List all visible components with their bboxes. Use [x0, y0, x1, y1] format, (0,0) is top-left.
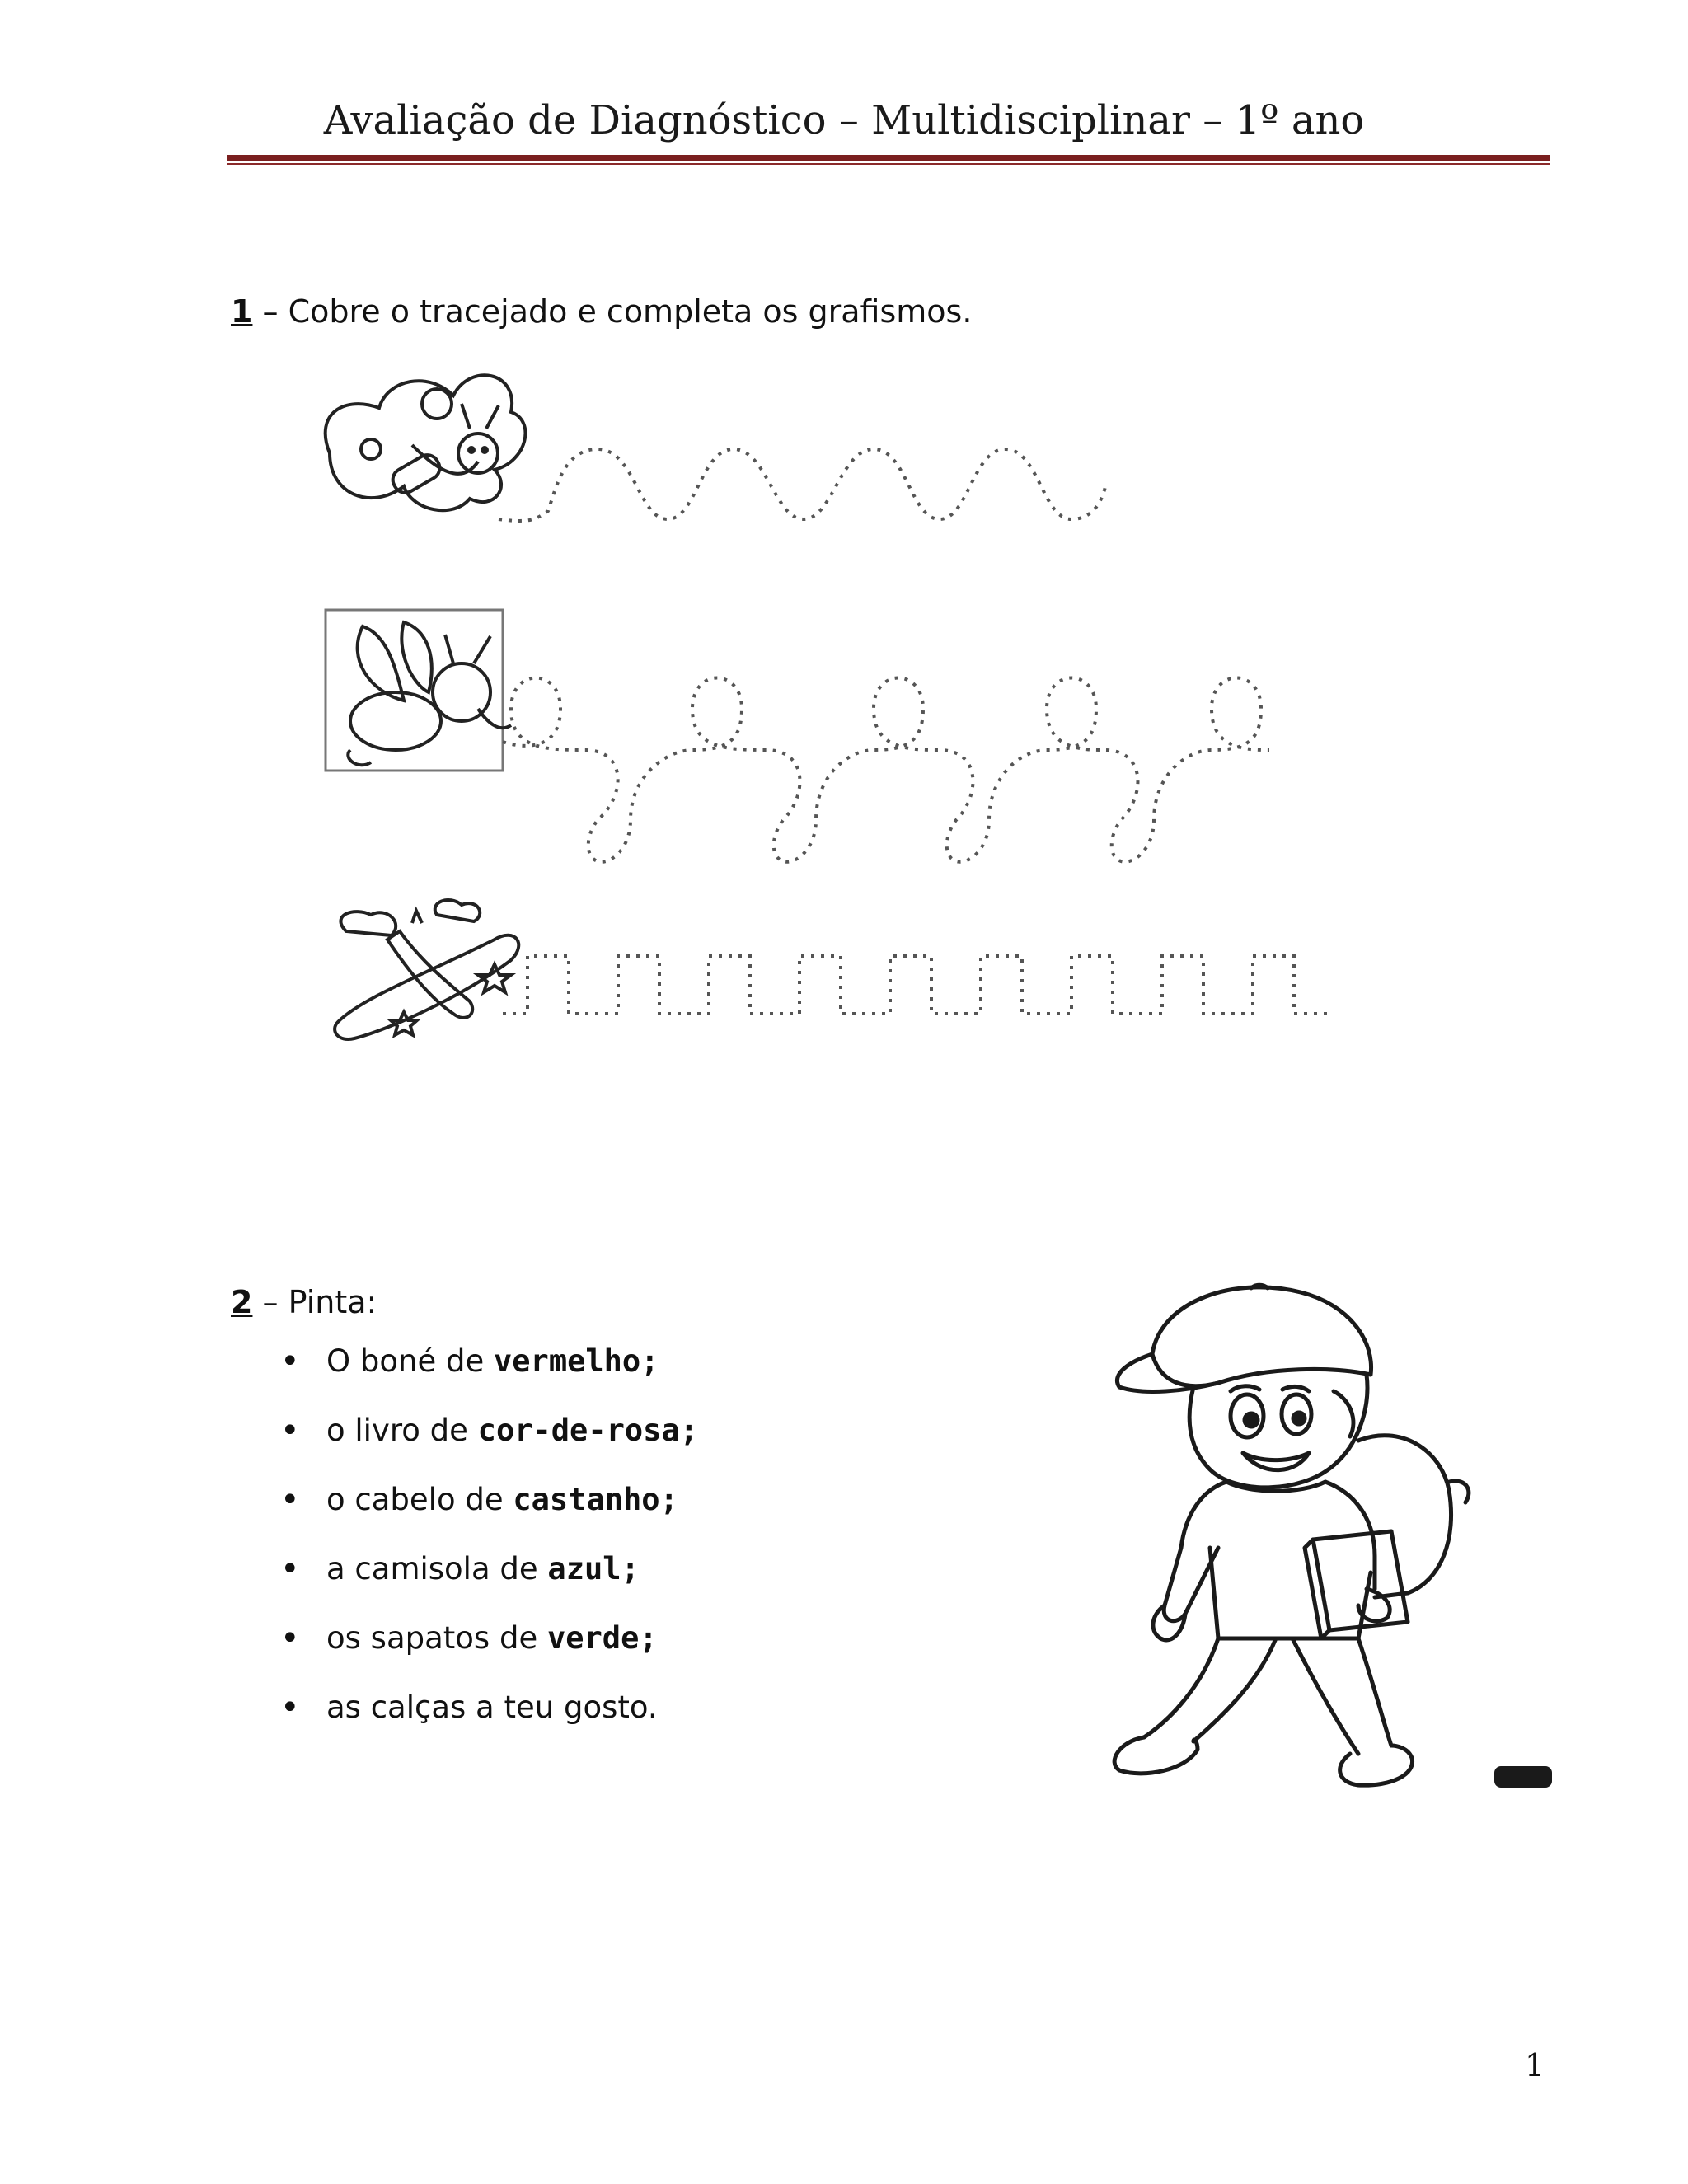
tracing-exercises	[313, 346, 1409, 1055]
schoolboy-drawing	[1086, 1276, 1556, 1803]
question-1-text: – Cobre o tracejado e completa os grafismos.	[252, 293, 973, 330]
question-1	[231, 293, 972, 330]
tracing-wave-line	[499, 449, 1106, 521]
list-item: • O boné de vermelho;	[280, 1327, 698, 1396]
header-rule	[227, 155, 1550, 161]
question-2	[231, 1284, 377, 1320]
bee-icon	[326, 610, 511, 771]
list-item: • a camisola de azul;	[280, 1535, 698, 1604]
airplane-icon	[335, 900, 518, 1039]
page-title: Avaliação de Diagnóstico – Multidisciplinar – 1º ano	[323, 97, 1365, 143]
list-item: • o livro de cor-de-rosa;	[280, 1396, 698, 1465]
question-1-number: 1	[231, 293, 253, 330]
page-number: 1	[1525, 2047, 1545, 2083]
header-rule-thin	[227, 163, 1550, 165]
list-item: • as calças a teu gosto.	[280, 1673, 698, 1742]
coloring-instructions	[280, 1327, 698, 1742]
tracing-square-wave-line	[503, 956, 1327, 1014]
butterfly-icon	[326, 375, 526, 510]
publisher-logo	[1494, 1766, 1552, 1788]
question-2-text: – Pinta:	[252, 1284, 377, 1320]
tracing-loops-line	[503, 678, 1269, 862]
list-item: • o cabelo de castanho;	[280, 1465, 698, 1535]
list-item: • os sapatos de verde;	[280, 1604, 698, 1673]
question-2-number: 2	[231, 1284, 253, 1320]
